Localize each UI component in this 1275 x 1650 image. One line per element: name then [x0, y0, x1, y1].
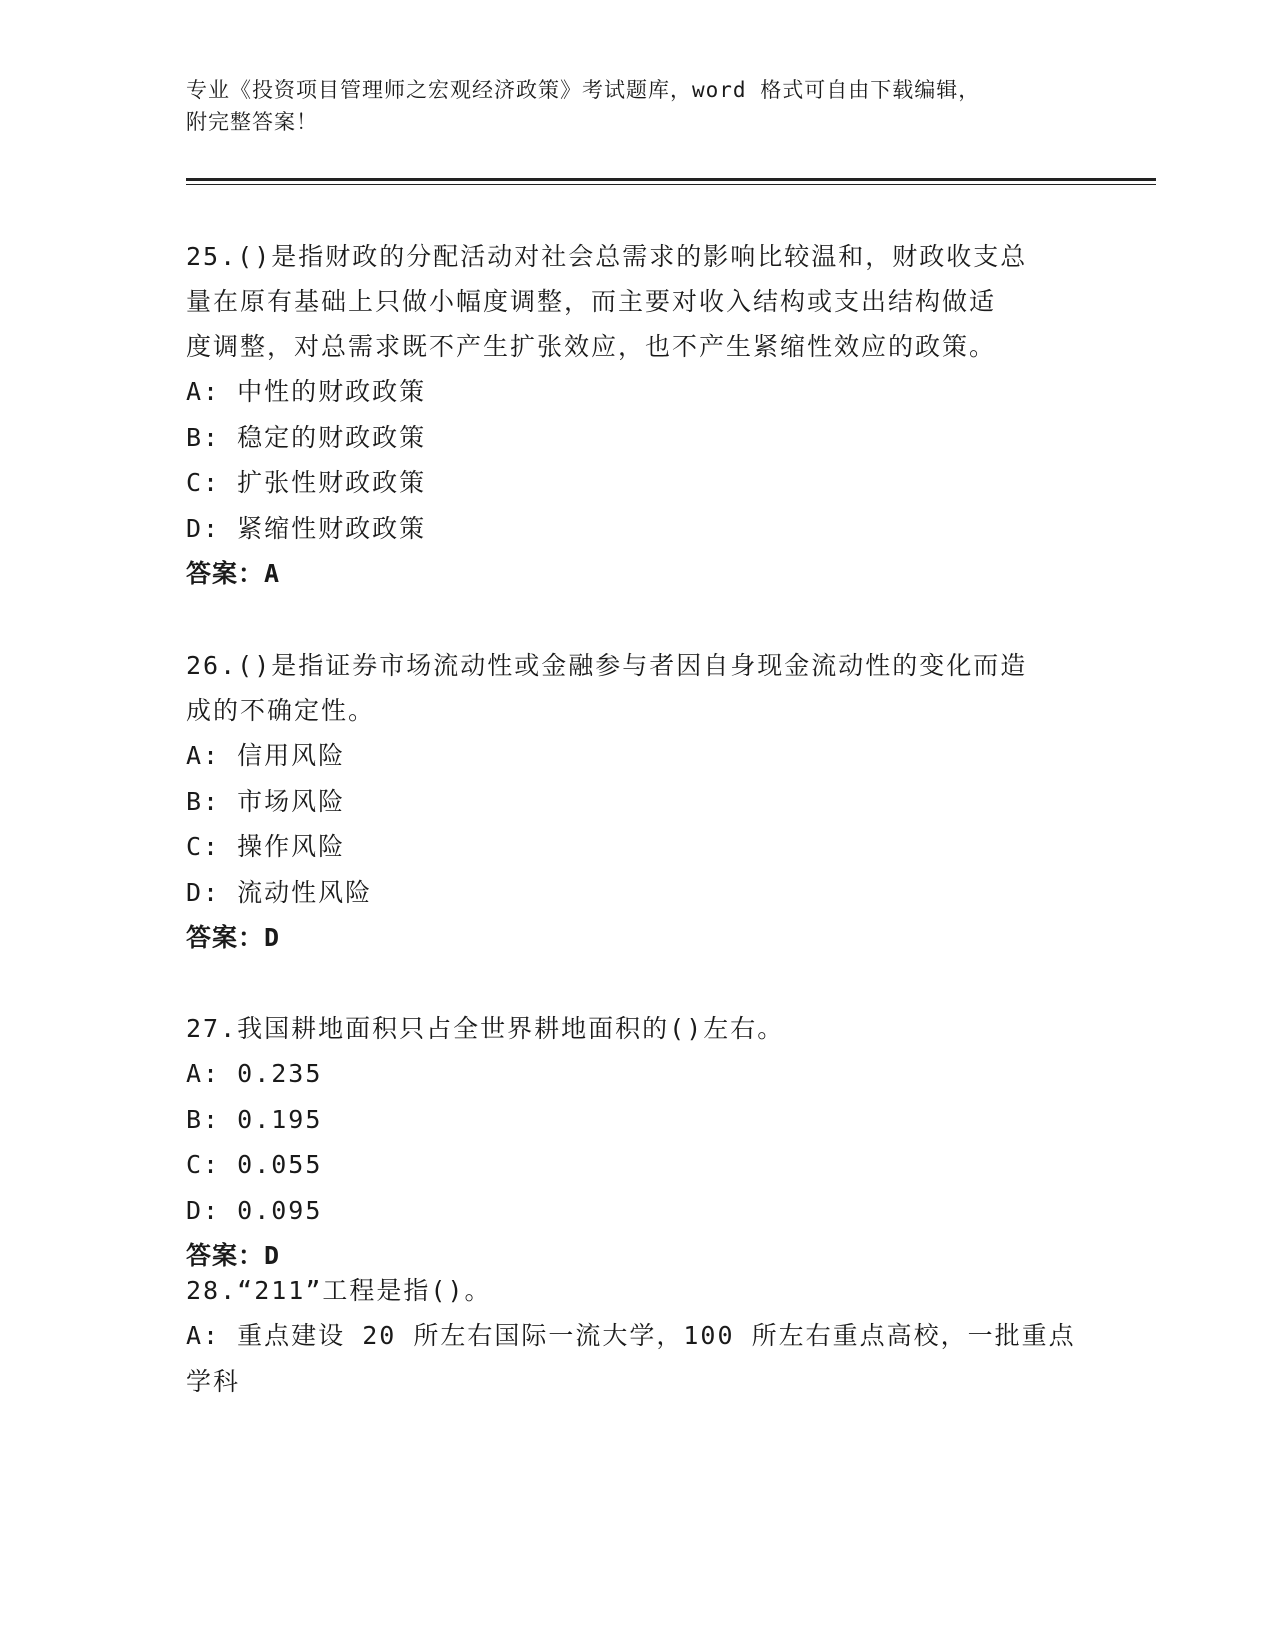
option-c: C: 0.055	[186, 1150, 323, 1179]
question-25	[186, 234, 1086, 597]
header-rule-thick	[186, 178, 1156, 181]
header-line-2: 附完整答案！	[186, 110, 318, 134]
answer-value: A	[264, 559, 281, 588]
answer-label: 答案：	[186, 559, 265, 588]
answer-line	[186, 551, 1086, 597]
question-27	[186, 1006, 1086, 1279]
answer-label: 答案：	[186, 923, 265, 952]
option-d: D: 流动性风险	[186, 877, 373, 907]
option-d: D: 0.095	[186, 1195, 323, 1225]
answer-value: D	[264, 923, 281, 952]
option-d: D: 紧缩性财政政策	[186, 513, 427, 543]
option-a: A: 中性的财政政策	[186, 377, 427, 406]
question-stem-line: 26.()是指证券市场流动性或金融参与者因自身现金流动性的变化而造	[186, 651, 1028, 680]
answer-line	[186, 915, 1086, 961]
answer-label: 答案：	[186, 1241, 265, 1270]
question-stem-line: 成的不确定性。	[186, 696, 376, 725]
question-stem-line: 27.我国耕地面积只占全世界耕地面积的()左右。	[186, 1014, 785, 1043]
header-line-1: 专业《投资项目管理师之宏观经济政策》考试题库，word 格式可自由下载编辑，	[186, 78, 981, 102]
question-28	[186, 1268, 1086, 1404]
option-a: A: 重点建设 20 所左右国际一流大学，100 所左右重点高校，一批重点	[186, 1321, 1076, 1350]
question-26	[186, 643, 1086, 961]
option-b: B: 稳定的财政政策	[186, 422, 427, 452]
header-rule-thin	[186, 184, 1156, 185]
document-header	[186, 74, 1086, 138]
answer-value: D	[264, 1241, 281, 1270]
option-a: A: 信用风险	[186, 741, 346, 770]
option-b: B: 0.195	[186, 1104, 323, 1134]
question-stem-line: 度调整，对总需求既不产生扩张效应，也不产生紧缩性效应的政策。	[186, 332, 997, 361]
option-a-continuation: 学科	[186, 1366, 241, 1396]
option-a: A: 0.235	[186, 1059, 323, 1088]
question-stem-line: 25.()是指财政的分配活动对社会总需求的影响比较温和，财政收支总	[186, 242, 1028, 271]
option-b: B: 市场风险	[186, 786, 346, 816]
question-stem-line: 量在原有基础上只做小幅度调整，而主要对收入结构或支出结构做适	[186, 287, 997, 316]
option-c: C: 扩张性财政政策	[186, 468, 427, 497]
question-stem-line: 28.“211”工程是指()。	[186, 1276, 492, 1305]
option-c: C: 操作风险	[186, 832, 346, 861]
